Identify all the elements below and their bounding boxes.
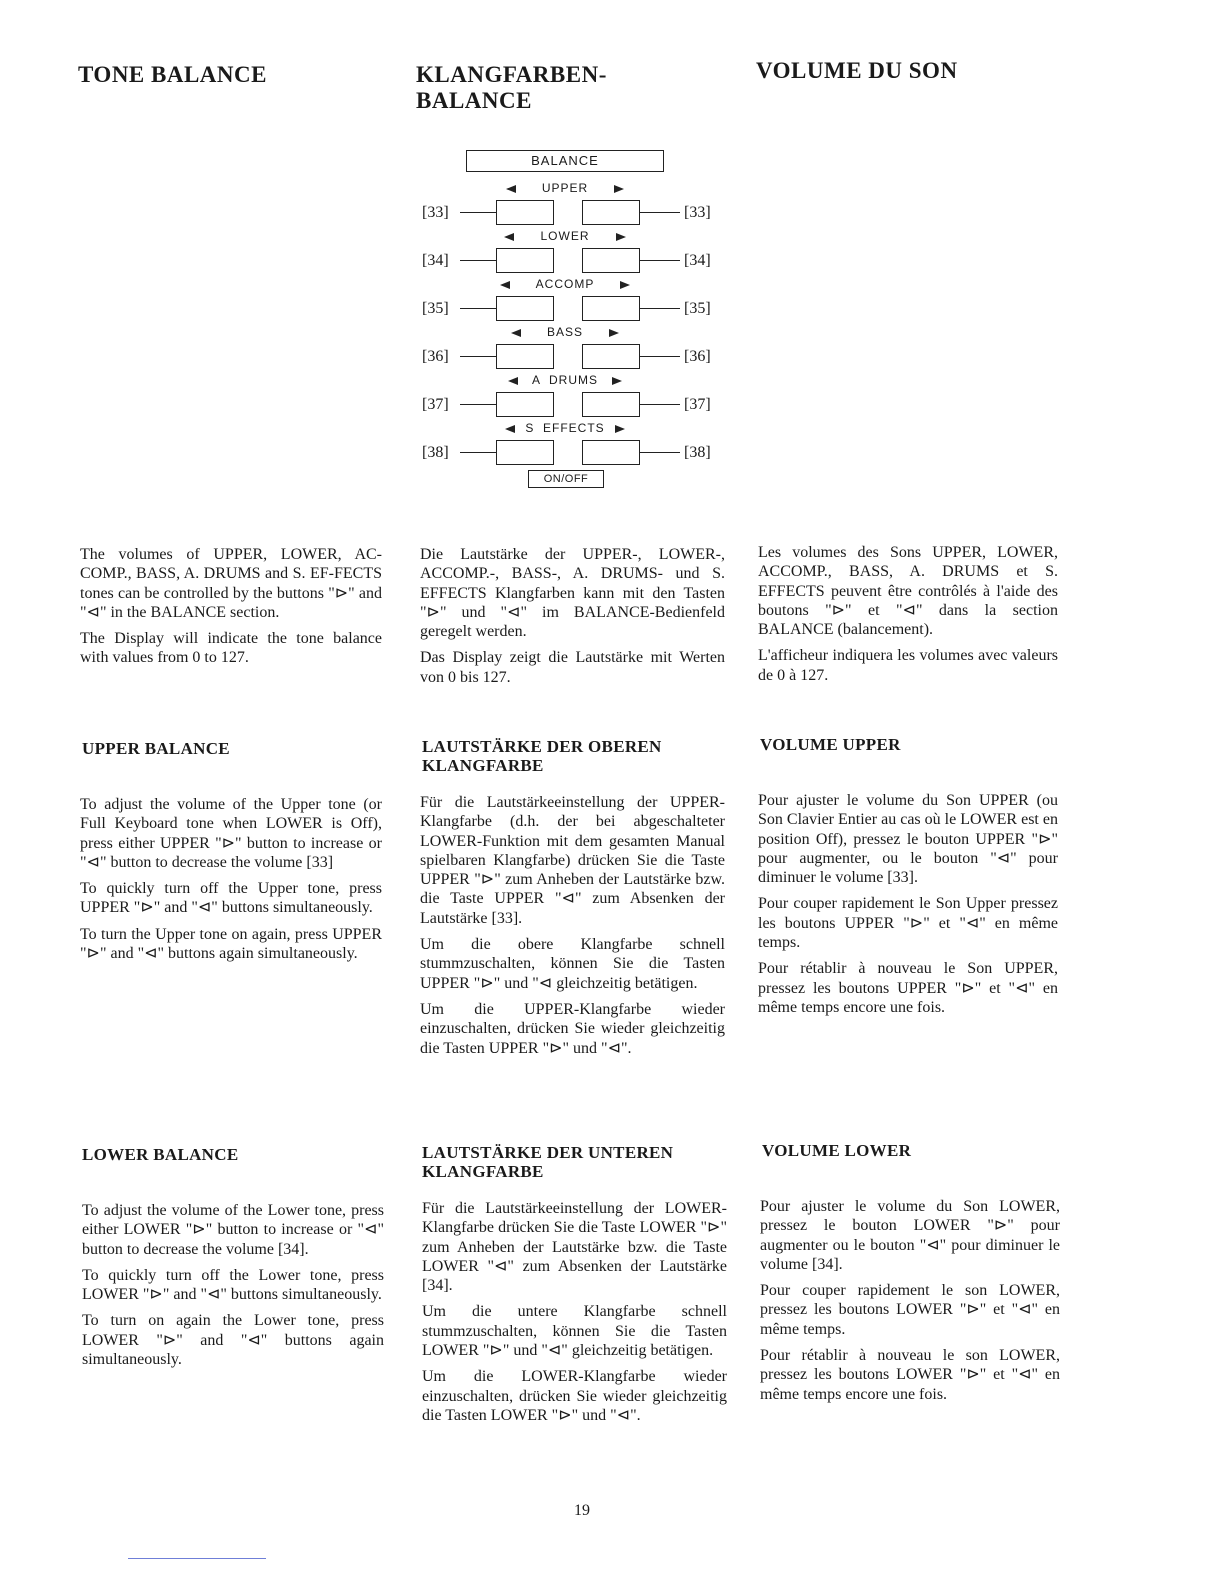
ref-right-bass: [36] — [684, 348, 711, 365]
upper-increase-button[interactable] — [582, 200, 640, 225]
onoff-button[interactable]: ON/OFF — [528, 470, 604, 488]
left-arrow-icon — [504, 233, 514, 241]
lower-heading-fr: VOLUME LOWER — [762, 1141, 912, 1160]
upper-decrease-button[interactable] — [496, 200, 554, 225]
intro-en — [80, 545, 382, 675]
left-arrow-icon — [506, 185, 516, 193]
ref-right-lower: [34] — [684, 252, 711, 269]
leader-line — [460, 356, 496, 357]
paragraph: To adjust the volume of the Upper tone (or Full Keyboard tone when LOWER is Off), press either UPPER "⊳" button to increase or "⊲" button to decrease the volume [33] — [80, 796, 382, 871]
right-arrow-icon — [616, 233, 626, 241]
ref-left-accomp: [35] — [422, 300, 449, 317]
upper-heading-de-line2: KLANGFARBE — [422, 756, 544, 775]
leader-line — [640, 356, 680, 357]
lower-heading-de-line1: LAUTSTÄRKE DER UNTEREN — [422, 1143, 674, 1162]
upper-text-en — [80, 795, 382, 970]
lower-heading-de-line2: KLANGFARBE — [422, 1162, 544, 1181]
balance-panel-title: BALANCE — [466, 150, 664, 172]
upper-heading-en: UPPER BALANCE — [82, 739, 230, 758]
paragraph: Pour couper rapidement le son LOWER, pressez les boutons LOWER "⊳" et "⊲" en même temps. — [760, 1282, 1060, 1338]
right-arrow-icon — [609, 329, 619, 337]
paragraph: To quickly turn off the Lower tone, press LOWER "⊳" and "⊲" buttons simultaneously. — [82, 1266, 384, 1304]
group-label-upper — [466, 181, 664, 195]
upper-text-de — [420, 793, 725, 1065]
ref-right-accomp: [35] — [684, 300, 711, 317]
upper-heading-de — [422, 737, 662, 775]
paragraph: Das Display zeigt die Lautstärke mit Werten von 0 bis 127. — [420, 649, 725, 686]
s-effects-increase-button[interactable] — [582, 440, 640, 465]
ref-left-a-drums: [37] — [422, 396, 449, 413]
a-drums-increase-button[interactable] — [582, 392, 640, 417]
upper-heading-fr: VOLUME UPPER — [760, 735, 901, 754]
a-drums-decrease-button[interactable] — [496, 392, 554, 417]
paragraph: L'afficheur indiquera les volumes avec valeurs de 0 à 127. — [758, 647, 1058, 684]
paragraph: Die Lautstärke der UPPER-, LOWER-, ACCOMP.-, BASS-, A. DRUMS- und S. EFFECTS Klangfarben kann mit den Tasten "⊳" und "⊲" im BALANCE-Bedienfeld geregelt werden. — [420, 546, 725, 641]
lower-text-de — [422, 1199, 727, 1432]
right-arrow-icon — [620, 281, 630, 289]
leader-line — [460, 452, 496, 453]
heading-de-line2: BALANCE — [416, 88, 532, 113]
paragraph: Pour ajuster le volume du Son LOWER, pressez le bouton LOWER "⊳" pour augmenter ou le bouton "⊲" pour diminuer le volume [34]. — [760, 1198, 1060, 1273]
ref-right-s-effects: [38] — [684, 444, 711, 461]
ref-left-upper: [33] — [422, 204, 449, 221]
group-label-s-effects — [466, 421, 664, 435]
paragraph: To quickly turn off the Upper tone, press UPPER "⊳" and "⊲" buttons simultaneously. — [80, 880, 382, 917]
paragraph: Pour ajuster le volume du Son UPPER (ou Son Clavier Entier au cas où le LOWER est en position Off), pressez le bouton UPPER "⊳" pour augmenter, ou le bouton "⊲" pour diminuer le volume [33]. — [758, 792, 1058, 887]
bass-increase-button[interactable] — [582, 344, 640, 369]
paragraph: Um die obere Klangfarbe schnell stummzuschalten, können Sie die Tasten UPPER "⊳" und "⊲ gleichzeitig betätigen. — [420, 936, 725, 992]
group-label-accomp — [466, 277, 664, 291]
paragraph: To turn the Upper tone on again, press UPPER "⊳" and "⊲" buttons again simultaneously. — [80, 925, 382, 963]
paragraph: Pour rétablir à nouveau le Son UPPER, pressez les boutons UPPER "⊳" et "⊲" en même temps encore une fois. — [758, 960, 1058, 1016]
paragraph: Um die untere Klangfarbe schnell stummzuschalten, können Sie die Tasten LOWER "⊳" und "⊲" gleichzeitig betätigen. — [422, 1303, 727, 1360]
group-label-text: BASS — [546, 325, 583, 339]
s-effects-decrease-button[interactable] — [496, 440, 554, 465]
leader-line — [640, 308, 680, 309]
page-number: 19 — [574, 1502, 590, 1519]
paragraph: The Display will indicate the tone balance with values from 0 to 127. — [80, 630, 382, 667]
paragraph: Für die Lautstärkeeinstellung der UPPER-Klangfarbe (d.h. der bei abgeschalteter LOWER-Funktion mit dem gesamten Manual spielbaren Klangfarbe) drücken Sie die Taste UPPER "⊳" zum Anheben der Lautstärke bzw. die Taste UPPER "⊲" zum Absenken der Lautstärke [33]. — [420, 794, 725, 927]
intro-fr — [758, 543, 1058, 692]
ref-right-a-drums: [37] — [684, 396, 711, 413]
left-arrow-icon — [500, 281, 510, 289]
lower-heading-en: LOWER BALANCE — [82, 1145, 239, 1164]
group-label-a-drums — [466, 373, 664, 387]
paragraph: To turn on again the Lower tone, press LOWER "⊳" and "⊲" buttons again simultaneously. — [82, 1312, 384, 1369]
footer-rule — [128, 1558, 266, 1559]
lower-increase-button[interactable] — [582, 248, 640, 273]
right-arrow-icon — [614, 185, 624, 193]
left-arrow-icon — [508, 377, 518, 385]
heading-fr: VOLUME DU SON — [756, 58, 958, 83]
ref-left-s-effects: [38] — [422, 444, 449, 461]
paragraph: To adjust the volume of the Lower tone, press either LOWER "⊳" button to increase or "⊲" button to decrease the volume [34]. — [82, 1202, 384, 1258]
group-label-text: UPPER — [541, 181, 589, 195]
upper-text-fr — [758, 791, 1058, 1024]
leader-line — [640, 212, 680, 213]
paragraph: Les volumes des Sons UPPER, LOWER, ACCOMP., BASS, A. DRUMS et S. EFFECTS peuvent être contrôlés à l'aide des boutons "⊳" et "⊲" dans la section BALANCE (balancement). — [758, 544, 1058, 639]
paragraph: The volumes of UPPER, LOWER, AC-COMP., BASS, A. DRUMS and S. EF-FECTS tones can be controlled by the buttons "⊳" and "⊲" in the BALANCE section. — [80, 546, 382, 621]
accomp-decrease-button[interactable] — [496, 296, 554, 321]
group-label-lower — [466, 229, 664, 243]
lower-decrease-button[interactable] — [496, 248, 554, 273]
ref-left-bass: [36] — [422, 348, 449, 365]
heading-en: TONE BALANCE — [78, 62, 267, 87]
lower-text-en — [82, 1201, 384, 1376]
group-label-text: LOWER — [540, 229, 590, 243]
paragraph: Pour rétablir à nouveau le son LOWER, pressez les boutons LOWER "⊳" et "⊲" en même temps encore une fois. — [760, 1347, 1060, 1403]
ref-left-lower: [34] — [422, 252, 449, 269]
heading-de — [416, 62, 607, 114]
intro-de — [420, 545, 725, 694]
right-arrow-icon — [612, 377, 622, 385]
accomp-increase-button[interactable] — [582, 296, 640, 321]
heading-de-line1: KLANGFARBEN- — [416, 62, 607, 87]
group-label-text: S EFFECTS — [525, 421, 605, 435]
group-label-text: A DRUMS — [531, 373, 598, 387]
leader-line — [460, 308, 496, 309]
paragraph: Um die LOWER-Klangfarbe wieder einzuschalten, drücken Sie wieder gleichzeitig die Tasten LOWER "⊳" und "⊲". — [422, 1368, 727, 1424]
leader-line — [640, 404, 680, 405]
lower-text-fr — [760, 1197, 1060, 1411]
left-arrow-icon — [511, 329, 521, 337]
group-label-bass — [466, 325, 664, 339]
leader-line — [460, 404, 496, 405]
ref-right-upper: [33] — [684, 204, 711, 221]
upper-heading-de-line1: LAUTSTÄRKE DER OBEREN — [422, 737, 662, 756]
left-arrow-icon — [505, 425, 515, 433]
paragraph: Um die UPPER-Klangfarbe wieder einzuschalten, drücken Sie wieder gleichzeitig die Tasten UPPER "⊳" und "⊲". — [420, 1000, 725, 1057]
paragraph: Pour couper rapidement le Son Upper pressez les boutons UPPER "⊳" et "⊲" en même temps. — [758, 895, 1058, 952]
paragraph: Für die Lautstärkeeinstellung der LOWER-Klangfarbe drücken Sie die Taste LOWER "⊳" zum Anheben der Lautstärke bzw. die Taste LOWER "⊲" zum Absenken der Lautstärke [34]. — [422, 1200, 727, 1295]
right-arrow-icon — [615, 425, 625, 433]
bass-decrease-button[interactable] — [496, 344, 554, 369]
group-label-text: ACCOMP — [535, 277, 595, 291]
leader-line — [460, 260, 496, 261]
leader-line — [640, 260, 680, 261]
lower-heading-de — [422, 1143, 673, 1181]
leader-line — [460, 212, 496, 213]
leader-line — [640, 452, 680, 453]
